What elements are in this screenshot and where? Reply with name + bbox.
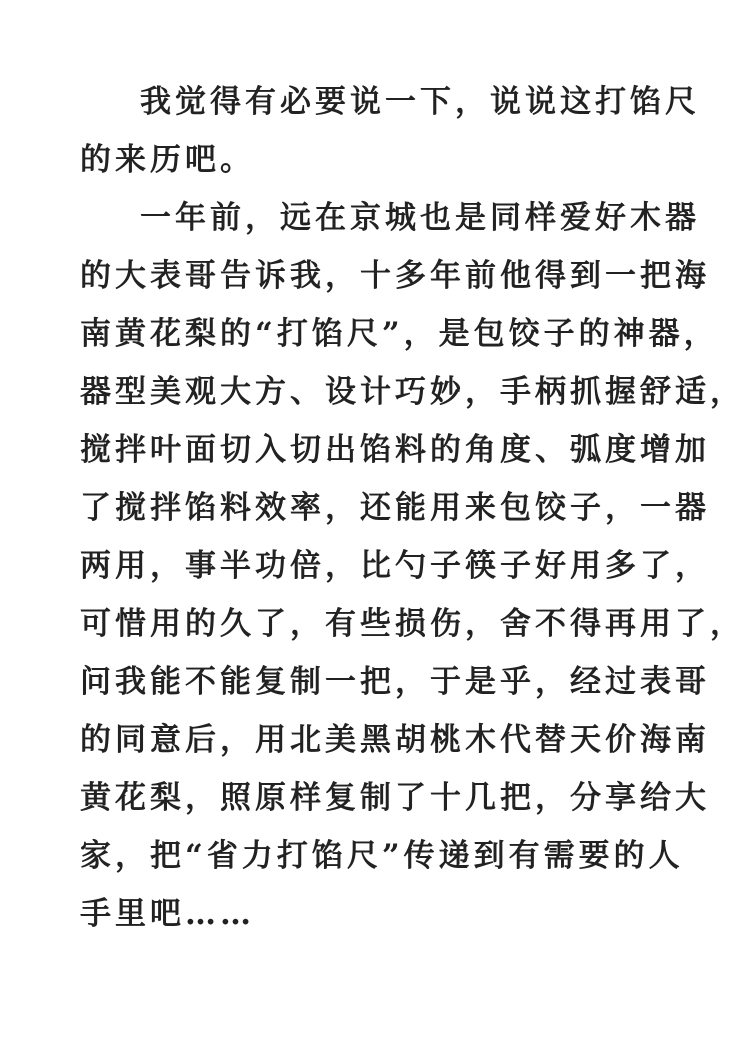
paragraph-2-line-7: 两用，事半功倍，比勺子筷子好用多了， — [80, 548, 710, 584]
paragraph-2-line-1: 一年前，远在京城也是同样爱好木器 — [140, 200, 700, 236]
paragraph-2-line-9: 问我能不能复制一把，于是乎，经过表哥 — [80, 664, 710, 700]
paragraph-2-line-3: 南黄花梨的“打馅尺”，是包饺子的神器， — [80, 316, 719, 352]
paragraph-2-line-10: 的同意后，用北美黑胡桃木代替天价海南 — [80, 722, 710, 758]
paragraph-2-line-5: 搅拌叶面切入切出馅料的角度、弧度增加 — [80, 432, 710, 468]
paragraph-2-line-8: 可惜用的久了，有些损伤，舍不得再用了， — [80, 606, 745, 642]
paragraph-2-line-6: 了搅拌馅料效率，还能用来包饺子，一器 — [80, 490, 710, 526]
paragraph-2-line-2: 的大表哥告诉我，十多年前他得到一把海 — [80, 258, 710, 294]
paragraph-2-line-11: 黄花梨，照原样复制了十几把，分享给大 — [80, 780, 710, 816]
paragraph-1-line-1: 我觉得有必要说一下，说说这打馅尺 — [140, 84, 700, 120]
paragraph-2-line-12: 家，把“省力打馅尺”传递到有需要的人 — [80, 838, 684, 874]
paragraph-2-line-4: 器型美观大方、设计巧妙，手柄抓握舒适， — [80, 374, 745, 410]
paragraph-1-line-2: 的来历吧。 — [80, 142, 255, 178]
paragraph-2-line-13: 手里吧…… — [80, 896, 255, 932]
